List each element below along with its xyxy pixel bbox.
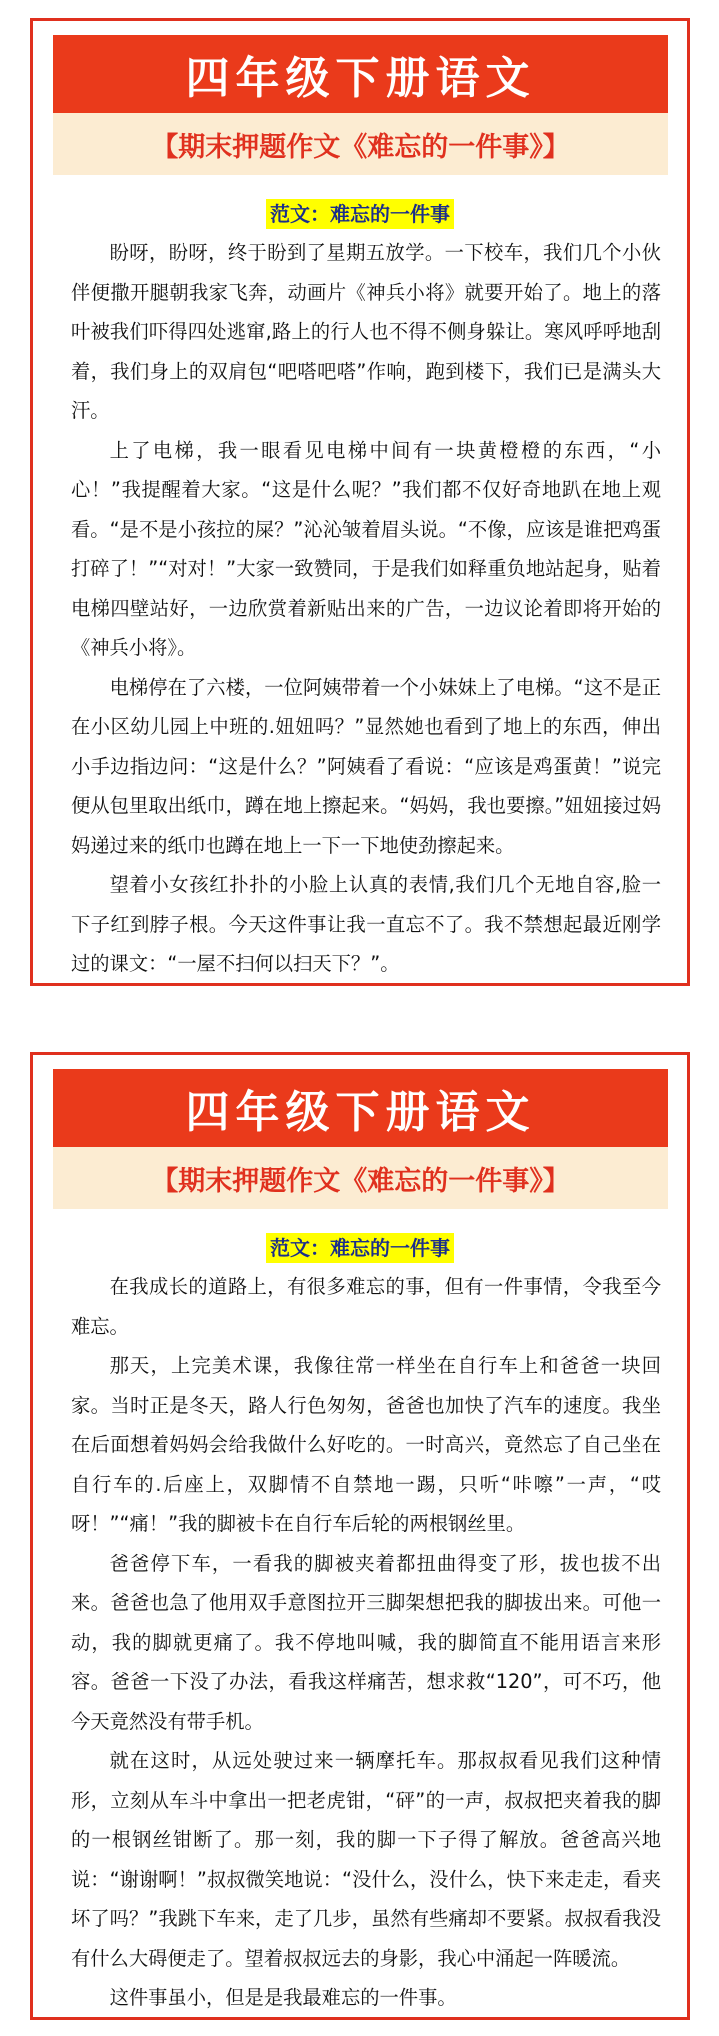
paragraph: 就在这时，从远处驶过来一辆摩托车。那叔叔看见我们这种情形，立刻从车斗中拿出一把老虎钳，“砰”的一声，叔叔把夹着我的脚的一根钢丝钳断了。那一刻，我的脚一下子得了解放。爸爸高兴地说：“谢谢啊！”叔叔微笑地说：“没什么，没什么，快下来走走，看夹坏了吗？”我跳下车来，走了几步，虽然有些痛却不要紧。叔叔看我没有什么大碍便走了。望着叔叔远去的身影，我心中涌起一阵暖流。 [71,1749,661,1970]
essay-card-1 [30,18,690,986]
paragraph: 望着小女孩红扑扑的小脸上认真的表情,我们几个无地自容,脸一下子红到脖子根。今天这件事让我一直忘不了。我不禁想起最近刚学过的课文：“一屋不扫何以扫天下？”。 [71,873,661,975]
paragraph: 这件事虽小，但是是我最难忘的一件事。 [109,1986,457,2009]
paragraph: 上了电梯，我一眼看见电梯中间有一块黄橙橙的东西，“小心！”我提醒着大家。“这是什么呢？”我们都不仅好奇地趴在地上观看。“是不是小孩拉的屎？”沁沁皱着眉头说。“不像，应该是谁把鸡蛋打碎了！”“对对！”大家一致赞同，于是我们如释重负地站起身，贴着电梯四壁站好，一边欣赏着新贴出来的广告，一边议论着即将开始的《神兵小将》。 [71,438,661,659]
essay-body [71,1267,661,2018]
paragraph: 电梯停在了六楼，一位阿姨带着一个小妹妹上了电梯。“这不是正在小区幼儿园上中班的.妞妞吗？”显然她也看到了地上的东西，伸出小手边指边问：“这是什么？”阿姨看了看说：“应该是鸡蛋黄！”说完便从包里取出纸巾，蹲在地上擦起来。“妈妈，我也要擦。”妞妞接过妈妈递过来的纸巾也蹲在地上一下一下地使劲擦起来。 [71,675,661,857]
essay-subtitle: 【期末押题作文《难忘的一件事》】 [53,1147,668,1209]
essay-card-2 [30,1052,690,2020]
page-title: 四年级下册语文 [53,35,668,113]
paragraph: 爸爸停下车，一看我的脚被夹着都扭曲得变了形，拔也拔不出来。爸爸也急了他用双手意图拉开三脚架想把我的脚拔出来。可他一动，我的脚就更痛了。我不停地叫喊，我的脚简直不能用语言来形容。爸爸一下没了办法，看我这样痛苦，想求救“120”，可不巧，他今天竟然没有带手机。 [71,1551,661,1733]
essay-heading: 范文：难忘的一件事 [266,1233,454,1263]
paragraph: 在我成长的道路上，有很多难忘的事，但有一件事情，令我至今难忘。 [71,1275,661,1338]
page-title: 四年级下册语文 [53,1069,668,1147]
paragraph: 那天，上完美术课，我像往常一样坐在自行车上和爸爸一块回家。当时正是冬天，路人行色匆匆，爸爸也加快了汽车的速度。我坐在后面想着妈妈会给我做什么好吃的。一时高兴，竟然忘了自己坐在自行车的.后座上，双脚情不自禁地一踢，只听“咔嚓”一声，“哎呀！”“痛！”我的脚被卡在自行车后轮的两根钢丝里。 [71,1354,661,1535]
essay-heading: 范文：难忘的一件事 [266,199,454,229]
paragraph: 盼呀，盼呀，终于盼到了星期五放学。一下校车，我们几个小伙伴便撒开腿朝我家飞奔，动画片《神兵小将》就要开始了。地上的落叶被我们吓得四处逃窜,路上的行人也不得不侧身躲让。寒风呼呼地刮着，我们身上的双肩包“吧嗒吧嗒”作响，跑到楼下，我们已是满头大汗。 [71,241,661,422]
essay-subtitle: 【期末押题作文《难忘的一件事》】 [53,113,668,175]
essay-body [71,233,661,984]
